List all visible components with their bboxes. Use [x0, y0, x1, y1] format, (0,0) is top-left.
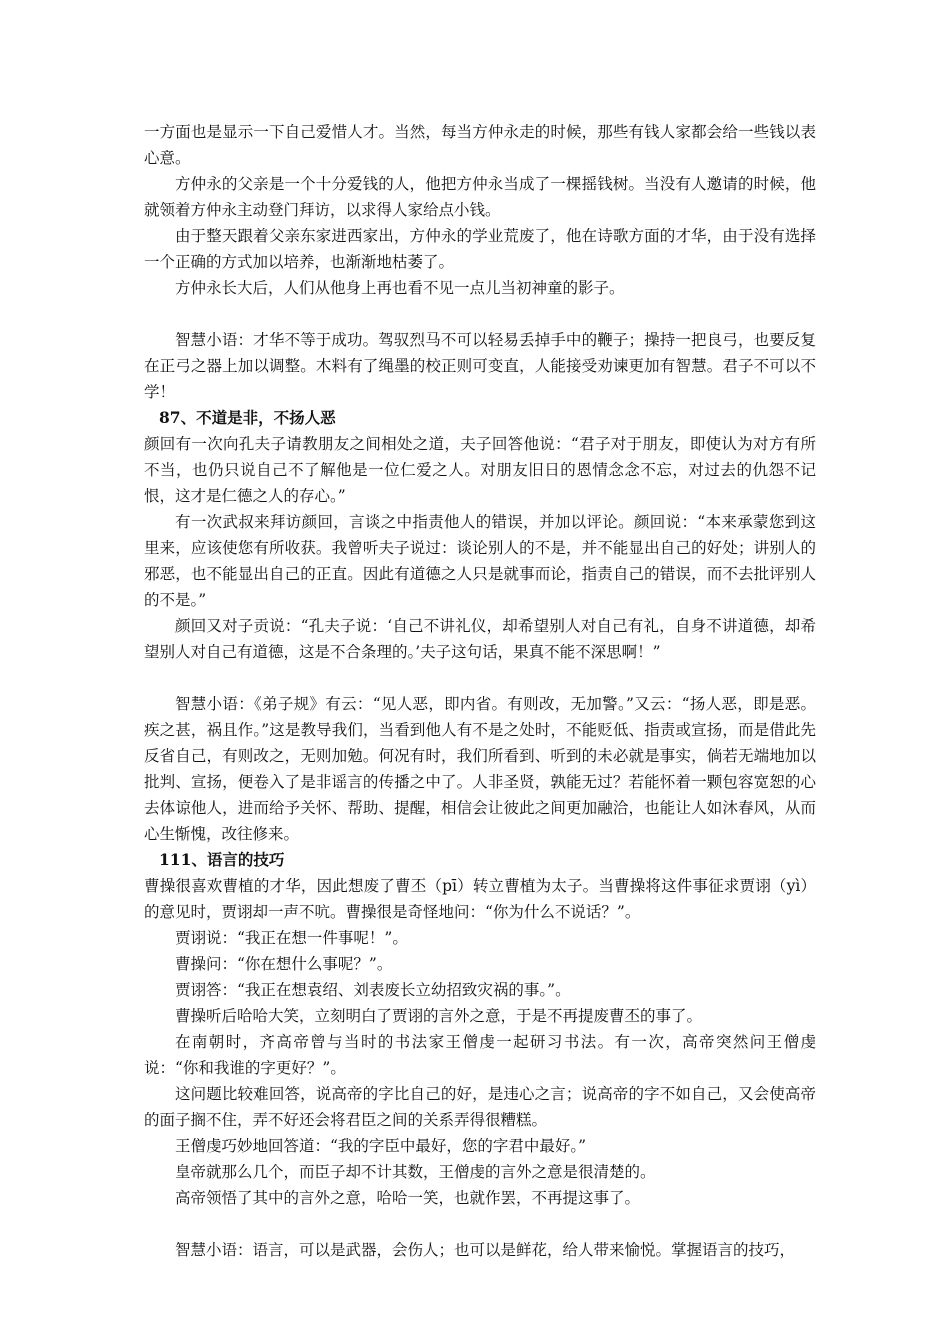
section-heading: 87、不道是非，不扬人恶 [159, 408, 336, 427]
section-heading: 111、语言的技巧 [159, 850, 285, 869]
paragraph: 在南朝时，齐高帝曾与当时的书法家王僧虔一起研习书法。有一次，高帝突然问王僧虔说：“你和我谁的字更好？”。 [144, 1033, 816, 1077]
blank-line [144, 1211, 816, 1237]
wisdom-note: 智慧小语：语言，可以是武器，会伤人；也可以是鲜花，给人带来愉悦。掌握语言的技巧， [175, 1241, 796, 1259]
dialogue-line: 王僧虔巧妙地回答道：“我的字臣中最好，您的字君中最好。” [175, 1137, 587, 1155]
dialogue-line: 贾诩说：“我正在想一件事呢！”。 [175, 929, 408, 947]
paragraph: 有一次武叔来拜访颜回，言谈之中指责他人的错误，并加以评论。颜回说：“本来承蒙您到这里来，应该使您有所收获。我曾听夫子说过：谈论别人的不是，并不能显出自己的好处；讲别人的邪恶，也不能显出自己的正直。因此有道德之人只是就事而论，指责自己的错误，而不去批评别人的不是。” [144, 513, 816, 609]
dialogue-line: 曹操问：“你在想什么事呢？”。 [175, 955, 393, 973]
wisdom-note: 智慧小语：才华不等于成功。驾驭烈马不可以轻易丢掉手中的鞭子；操持一把良弓，也要反复在正弓之器上加以调整。木料有了绳墨的校正则可变直，人能接受劝谏更加有智慧。君子不可以不学！ [144, 331, 816, 401]
paragraph: 方仲永的父亲是一个十分爱钱的人，他把方仲永当成了一棵摇钱树。当没有人邀请的时候，他就领着方仲永主动登门拜访，以求得人家给点小钱。 [144, 175, 816, 219]
dialogue-line: 贾诩答：“我正在想袁绍、刘表废长立幼招致灾祸的事。”。 [175, 981, 571, 999]
paragraph: 颜回有一次向孔夫子请教朋友之间相处之道，夫子回答他说：“君子对于朋友，即使认为对方有所不当，也仍只说自己不了解他是一位仁爱之人。对朋友旧日的恩情念念不忘，对过去的仇怨不记恨，这才是仁德之人的存心。” [144, 435, 816, 505]
paragraph: 皇帝就那么几个，而臣子却不计其数，王僧虔的言外之意是很清楚的。 [175, 1163, 656, 1181]
paragraph: 由于整天跟着父亲东家进西家出，方仲永的学业荒废了，他在诗歌方面的才华，由于没有选择一个正确的方式加以培养，也渐渐地枯萎了。 [144, 227, 816, 271]
blank-line [144, 665, 816, 691]
paragraph: 颜回又对子贡说：“孔夫子说：‘自己不讲礼仪，却希望别人对自己有礼，自身不讲道德，却希望别人对自己有道德，这是不合条理的。’夫子这句话，果真不能不深思啊！” [144, 617, 816, 661]
paragraph: 方仲永长大后，人们从他身上再也看不见一点儿当初神童的影子。 [175, 279, 625, 297]
document-page [144, 119, 816, 1263]
paragraph: 高帝领悟了其中的言外之意，哈哈一笑，也就作罢，不再提这事了。 [175, 1189, 641, 1207]
paragraph: 这问题比较难回答，说高帝的字比自己的好，是违心之言；说高帝的字不如自己，又会使高帝的面子搁不住，弄不好还会将君臣之间的关系弄得很糟糕。 [144, 1085, 816, 1129]
paragraph: 曹操很喜欢曹植的才华，因此想废了曹丕（pī）转立曹植为太子。当曹操将这件事征求贾诩（yì）的意见时，贾诩却一声不吭。曹操很是奇怪地问：“你为什么不说话？”。 [144, 877, 816, 921]
paragraph: 一方面也是显示一下自己爱惜人才。当然，每当方仲永走的时候，那些有钱人家都会给一些钱以表心意。 [144, 123, 816, 167]
blank-line [144, 301, 816, 327]
paragraph: 曹操听后哈哈大笑，立刻明白了贾诩的言外之意，于是不再提废曹丕的事了。 [175, 1007, 703, 1025]
wisdom-note: 智慧小语：《弟子规》有云：“见人恶，即内省。有则改，无加警。”又云：“扬人恶，即是恶。疾之甚，祸且作。”这是教导我们，当看到他人有不是之处时，不能贬低、指责或宣扬，而是借此先反省自己，有则改之，无则加勉。何况有时，我们所看到、听到的未必就是事实，倘若无端地加以批判、宣扬，便卷入了是非谣言的传播之中了。人非圣贤，孰能无过？若能怀着一颗包容宽恕的心去体谅他人，进而给予关怀、帮助、提醒，相信会让彼此之间更加融洽，也能让人如沐春风，从而心生惭愧，改往修来。 [144, 695, 816, 843]
